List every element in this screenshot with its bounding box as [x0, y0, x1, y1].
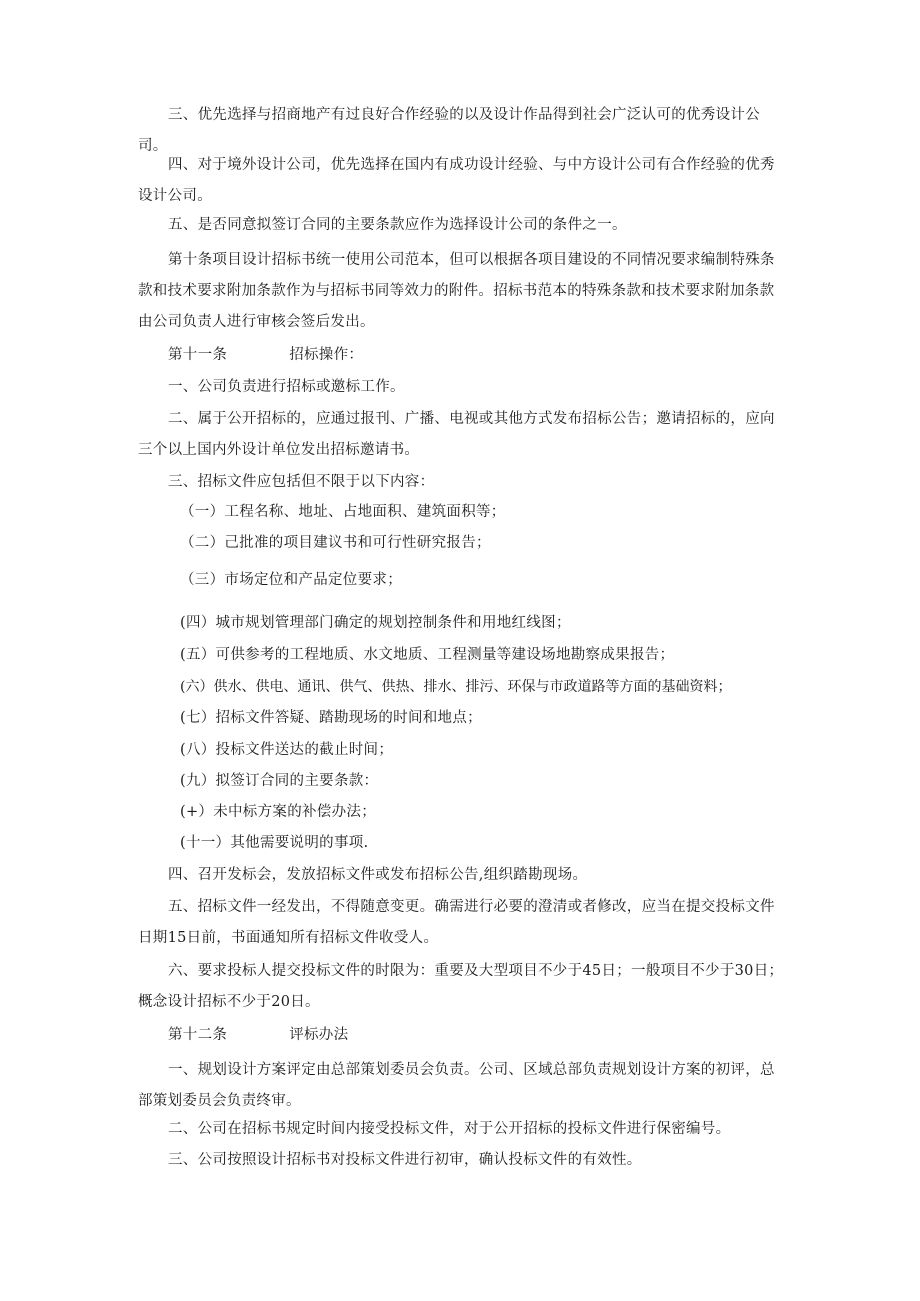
tender-content-item-2: （二）己批准的项目建议书和可行性研究报告；	[180, 535, 491, 551]
paragraph-selection-criteria-5: 五、是否同意拟签订合同的主要条款应作为选择设计公司的条件之一。	[168, 217, 627, 233]
article-11-item-6: 六、要求投标人提交投标文件的时限为：重要及大型项目不少于45日；一般项目不少于30日；概念设计招标不少于20日。	[138, 963, 784, 1010]
article-11-item-4: 四、召开发标会，发放招标文件或发布招标公告,组织踏勘现场。	[168, 867, 588, 883]
article-11-title: 第十一条	[168, 347, 228, 363]
article-11-item-2: 二、属于公开招标的，应通过报刊、广播、电视或其他方式发布招标公告；邀请招标的，应向三个以上国内外设计单位发出招标邀请书。	[138, 411, 775, 458]
tender-content-item-1: （一）工程名称、地址、占地面积、建筑面积等；	[180, 504, 506, 520]
article-11-item-5: 五、招标文件一经发出，不得随意变更。确需进行必要的澄清或者修改，应当在提交投标文件日期15日前，书面通知所有招标文件收受人。	[138, 899, 775, 946]
article-12-heading	[138, 1020, 788, 1051]
tender-content-item-9: (九）拟签订合同的主要条款：	[180, 773, 379, 789]
article-11-item-1: 一、公司负责进行招标或邀标工作。	[168, 379, 405, 395]
paragraph-selection-criteria-3: 三、优先选择与招商地产有过良好合作经验的以及设计作品得到社会广泛认可的优秀设计公司。	[138, 107, 760, 154]
article-12-subject: 评标办法	[289, 1027, 349, 1043]
tender-content-item-3: （三）市场定位和产品定位要求；	[180, 572, 402, 588]
article-12-title: 第十二条	[168, 1027, 228, 1043]
article-12-item-2: 二、公司在招标书规定时间内接受投标文件，对于公开招标的投标文件进行保密编号。	[168, 1121, 731, 1137]
tender-content-item-8: (八）投标文件送达的截止时间；	[180, 742, 394, 758]
tender-content-item-10: (+）未中标方案的补偿办法；	[180, 804, 377, 820]
article-11-item-3: 三、招标文件应包括但不限于以下内容：	[168, 474, 435, 490]
paragraph-selection-criteria-4: 四、对于境外设计公司，优先选择在国内有成功设计经验、与中方设计公司有合作经验的优秀设计公司。	[138, 157, 775, 204]
tender-content-item-7: (七）招标文件答疑、踏勘现场的时间和地点；	[180, 710, 482, 726]
article-10-paragraph: 第十条项目设计招标书统一使用公司范本，但可以根据各项目建设的不同情况要求编制特殊条款和技术要求附加条款作为与招标书同等效力的附件。招标书范本的特殊条款和技术要求附加条款由公司负责人进行审核会签后发出。	[138, 252, 775, 330]
tender-content-item-5: (五）可供参考的工程地质、水文地质、工程测量等建设场地勘察成果报告；	[180, 647, 675, 663]
tender-content-item-6: (六）供水、供电、通讯、供气、供热、排水、排污、环保与市政道路等方面的基础资料；	[180, 679, 732, 695]
article-11-subject: 招标操作：	[289, 347, 364, 363]
tender-content-item-4: (四）城市规划管理部门确定的规划控制条件和用地红线图；	[180, 615, 571, 631]
article-11-heading	[138, 340, 788, 371]
article-12-item-1: 一、规划设计方案评定由总部策划委员会负责。公司、区域总部负责规划设计方案的初评，总部策划委员会负责终审。	[138, 1062, 775, 1109]
tender-content-item-11: (十一）其他需要说明的事项.	[180, 835, 369, 851]
article-12-item-3: 三、公司按照设计招标书对投标文件进行初审，确认投标文件的有效性。	[168, 1152, 642, 1168]
